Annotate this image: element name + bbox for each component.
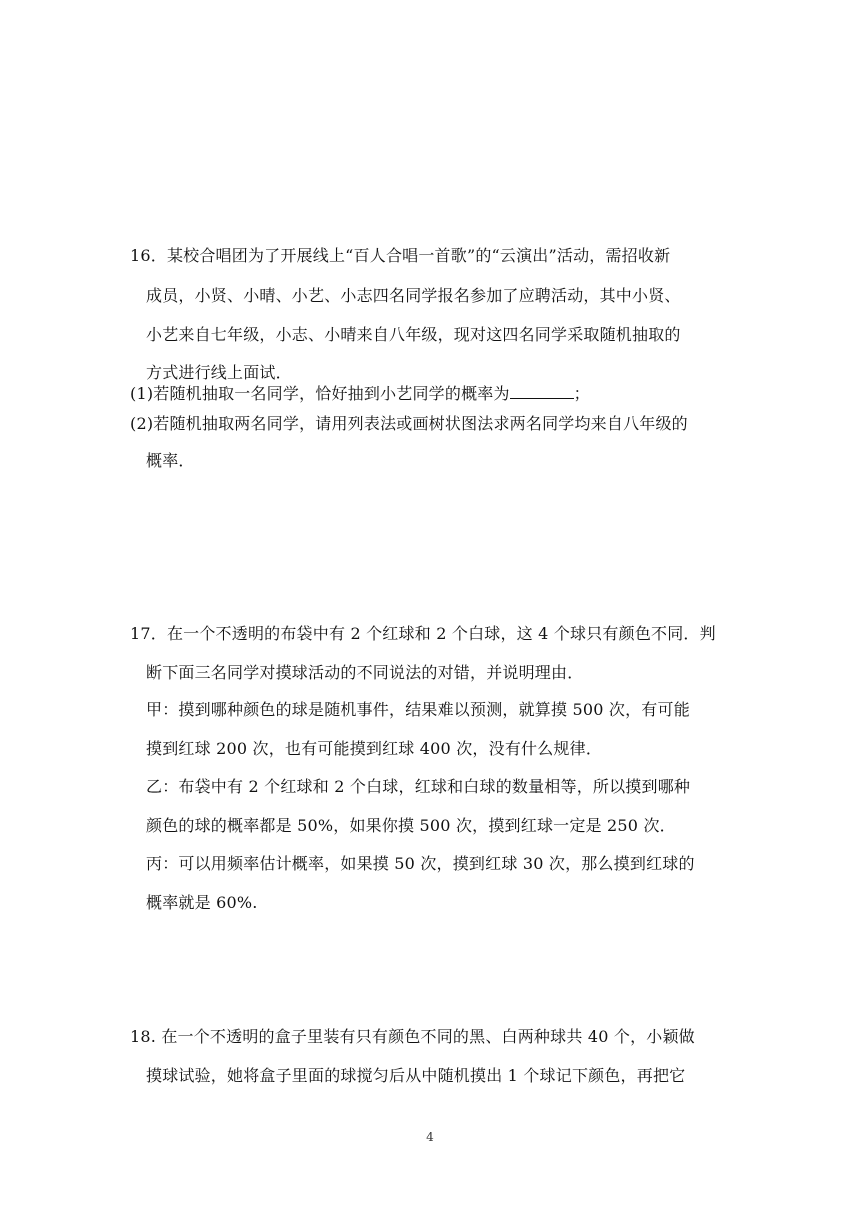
q17-jia-line-1: 甲：摸到哪种颜色的球是随机事件，结果难以预测，就算摸 500 次，有可能 [146,700,690,719]
q17-bing-line-2: 概率就是 60%. [146,893,258,912]
q16-part-1-text: (1)若随机抽取一名同学，恰好抽到小艺同学的概率为 [130,384,510,403]
q18-line-1: 18. 在一个不透明的盒子里装有只有颜色不同的黑、白两种球共 40 个，小颖做 [130,1027,695,1046]
q16-line-1: 16．某校合唱团为了开展线上“百人合唱一首歌”的“云演出”活动，需招收新 [130,246,671,265]
q16-line-4: 方式进行线上面试． [146,363,292,382]
q16-part-2-line-2: 概率． [146,451,195,470]
q16-part-1-end: ； [573,384,590,403]
q17-bing-line-1: 丙：可以用频率估计概率，如果摸 50 次，摸到红球 30 次，那么摸到红球的 [146,854,695,873]
q16-line-2: 成员，小贤、小晴、小艺、小志四名同学报名参加了应聘活动，其中小贤、 [146,286,681,305]
page-number: 4 [426,1130,434,1144]
q17-line-1: 17．在一个不透明的布袋中有 2 个红球和 2 个白球，这 4 个球只有颜色不同．判 [130,624,716,643]
q16-line-3: 小艺来自七年级，小志、小晴来自八年级，现对这四名同学采取随机抽取的 [146,325,681,344]
q17-line-2: 断下面三名同学对摸球活动的不同说法的对错，并说明理由． [146,663,584,682]
q17-jia-line-2: 摸到红球 200 次，也有可能摸到红球 400 次，没有什么规律． [146,739,603,758]
q16-part-2-line-1: (2)若随机抽取两名同学，请用列表法或画树状图法求两名同学均来自八年级的 [130,414,688,433]
q17-yi-line-1: 乙：布袋中有 2 个红球和 2 个白球，红球和白球的数量相等，所以摸到哪种 [146,777,691,796]
answer-blank [510,384,574,399]
q18-line-2: 摸球试验，她将盒子里面的球搅匀后从中随机摸出 1 个球记下颜色，再把它 [146,1066,686,1085]
q16-part-1 [130,384,590,404]
q17-yi-line-2: 颜色的球的概率都是 50%，如果你摸 500 次，摸到红球一定是 250 次． [146,816,676,835]
